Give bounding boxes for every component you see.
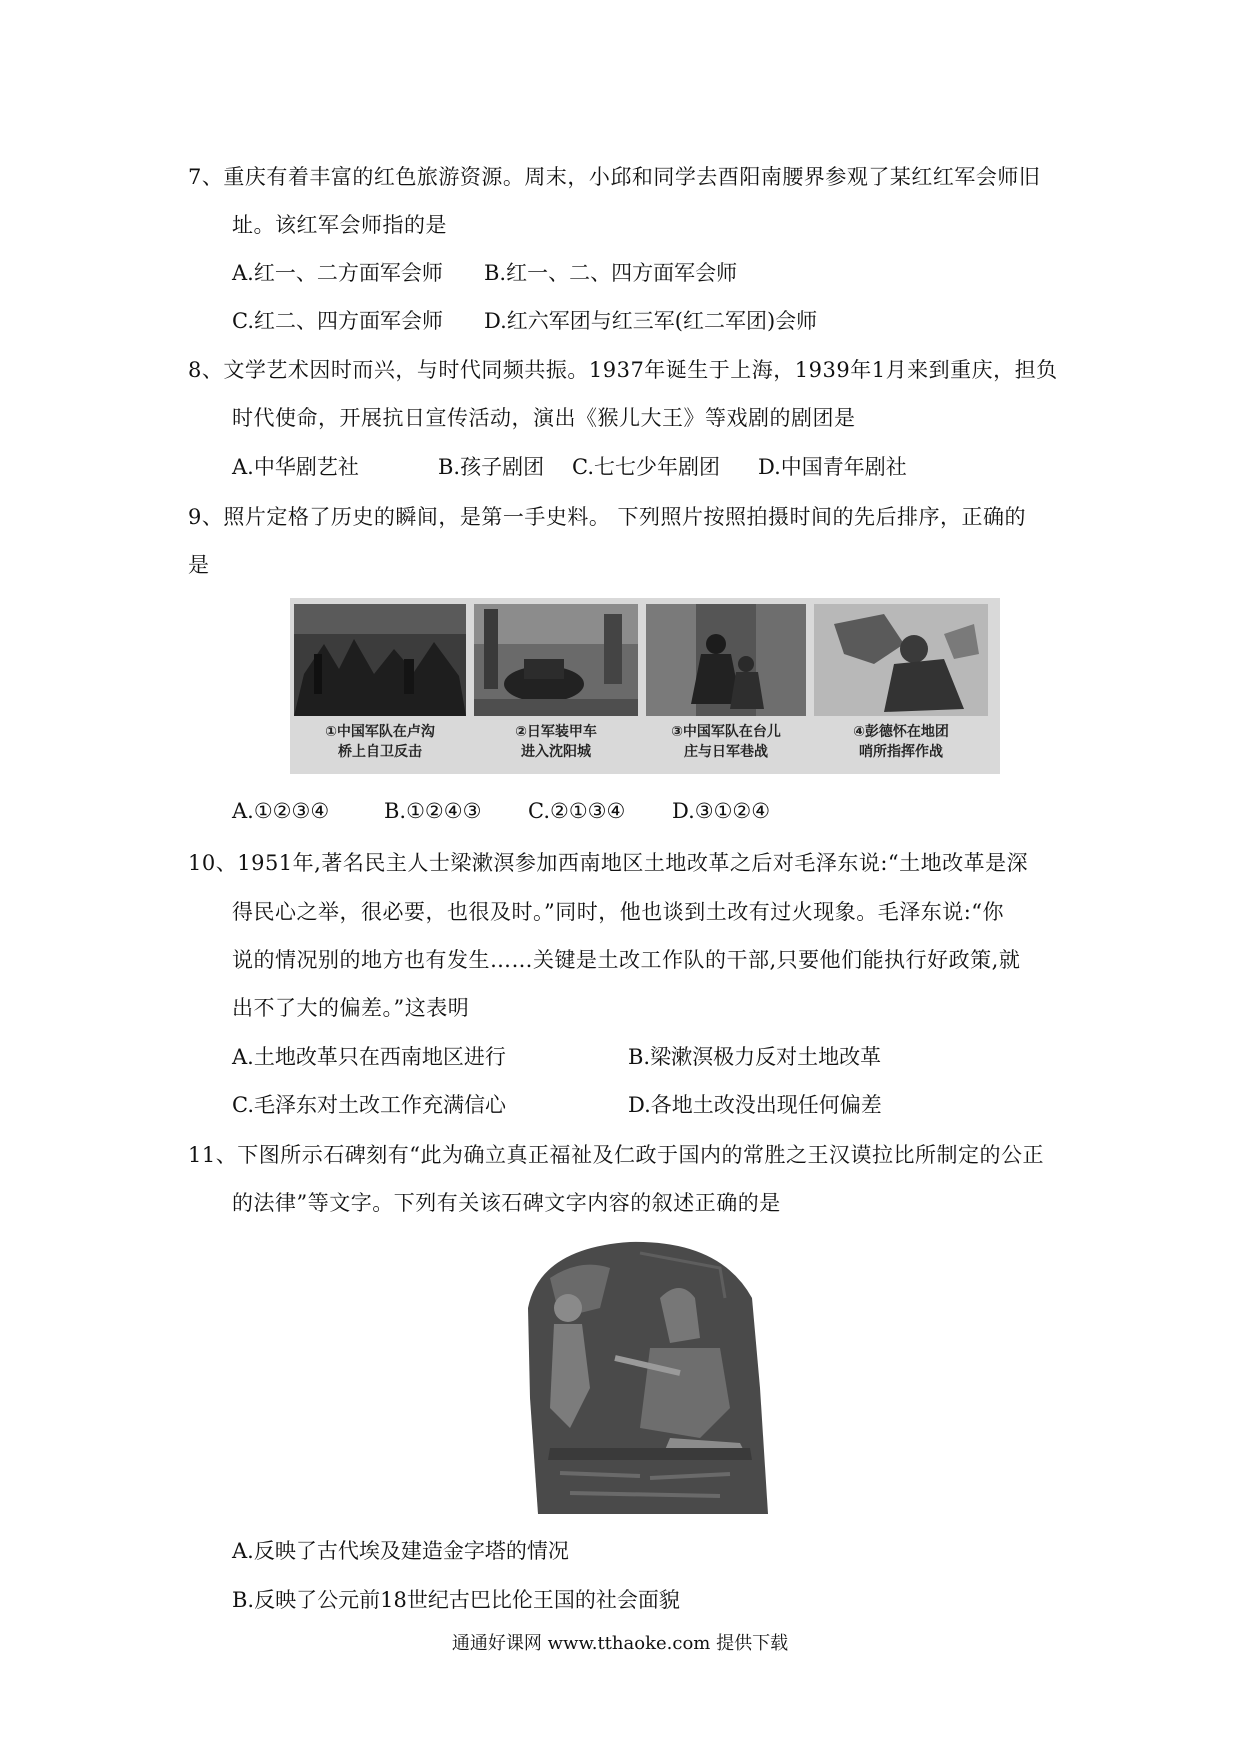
q7-option-c: C.红二、四方面军会师 (232, 309, 443, 333)
photo-3-image (646, 604, 806, 716)
q10-option-d: D.各地土改没出现任何偏差 (628, 1093, 882, 1117)
q9-photo-1 (294, 604, 466, 716)
q9-photo-strip (290, 598, 1000, 774)
page-footer: 通通好课网 www.tthaoke.com 提供下载 (451, 1633, 789, 1654)
q8-option-c: C.七七少年剧团 (572, 455, 720, 479)
q7-option-a: A.红一、二方面军会师 (232, 261, 443, 285)
q10-text-line3: 说的情况别的地方也有发生……关键是土改工作队的干部,只要他们能执行好政策,就 (232, 948, 1021, 972)
q10-option-a: A.土地改革只在西南地区进行 (232, 1045, 506, 1069)
photo-3-caption-line2: 庄与日军巷战 (684, 744, 768, 760)
photo-1-caption-line2: 桥上自卫反击 (338, 744, 422, 760)
q9-photo-3-caption (646, 722, 806, 762)
q10-text-line4: 出不了大的偏差。”这表明 (232, 996, 470, 1020)
q11-option-a: A.反映了古代埃及建造金字塔的情况 (232, 1539, 569, 1563)
q7-option-b: B.红一、二、四方面军会师 (484, 261, 738, 285)
photo-1-image (294, 604, 466, 716)
hammurabi-stele-image (520, 1238, 774, 1514)
q10-text-line2: 得民心之举，很必要，也很及时。”同时，他也谈到土改有过火现象。毛泽东说:“你 (232, 900, 1005, 924)
q9-option-b: B.①②④③ (384, 799, 482, 823)
q11-text-line1: 11、下图所示石碑刻有“此为确立真正福祉及仁政于国内的常胜之王汉谟拉比所制定的公正 (188, 1143, 1044, 1167)
q9-photo-2 (474, 604, 638, 716)
q11-option-b: B.反映了公元前18世纪古巴比伦王国的社会面貌 (232, 1588, 680, 1612)
q9-photo-1-caption (294, 722, 466, 762)
photo-2-caption-line1: ②日军装甲车 (515, 724, 597, 740)
photo-4-caption-line2: 哨所指挥作战 (859, 744, 943, 760)
photo-1-caption-line1: ①中国军队在卢沟 (325, 724, 435, 740)
q9-option-c: C.②①③④ (528, 799, 626, 823)
photo-4-caption-line1: ④彭德怀在地团 (853, 724, 949, 740)
photo-2-image (474, 604, 638, 716)
q9-text-line2: 是 (188, 553, 210, 577)
q9-photo-4 (814, 604, 988, 716)
q9-option-a: A.①②③④ (232, 799, 330, 823)
q8-text-line2: 时代使命，开展抗日宣传活动，演出《猴儿大王》等戏剧的剧团是 (232, 406, 856, 430)
q7-option-d: D.红六军团与红三军(红二军团)会师 (484, 309, 818, 333)
q11-text-line2: 的法律”等文字。下列有关该石碑文字内容的叙述正确的是 (232, 1191, 781, 1215)
q10-option-c: C.毛泽东对土改工作充满信心 (232, 1093, 506, 1117)
photo-4-image (814, 604, 988, 716)
q9-option-d: D.③①②④ (672, 799, 771, 823)
q9-text-line1: 9、照片定格了历史的瞬间，是第一手史料。 下列照片按照拍摄时间的先后排序，正确的 (188, 505, 1027, 529)
q8-option-b: B.孩子剧团 (438, 455, 545, 479)
q10-text-line1: 10、1951年,著名民主人士梁漱溟参加西南地区土地改革之后对毛泽东说:“土地改革是深 (188, 851, 1029, 875)
q9-photo-3 (646, 604, 806, 716)
q8-option-a: A.中华剧艺社 (232, 455, 359, 479)
photo-3-caption-line1: ③中国军队在台儿 (671, 724, 781, 740)
q7-text-line2: 址。该红军会师指的是 (232, 213, 447, 237)
q10-option-b: B.梁漱溟极力反对土地改革 (628, 1045, 882, 1069)
q8-option-d: D.中国青年剧社 (758, 455, 907, 479)
q7-text-line1: 7、重庆有着丰富的红色旅游资源。周末，小邱和同学去酉阳南腰界参观了某红红军会师旧 (188, 165, 1041, 189)
q9-photo-2-caption (474, 722, 638, 762)
photo-2-caption-line2: 进入沈阳城 (521, 744, 591, 760)
q8-text-line1: 8、文学艺术因时而兴，与时代同频共振。1937年诞生于上海，1939年1月来到重庆，担负 (188, 358, 1058, 382)
q9-photo-4-caption (814, 722, 988, 762)
